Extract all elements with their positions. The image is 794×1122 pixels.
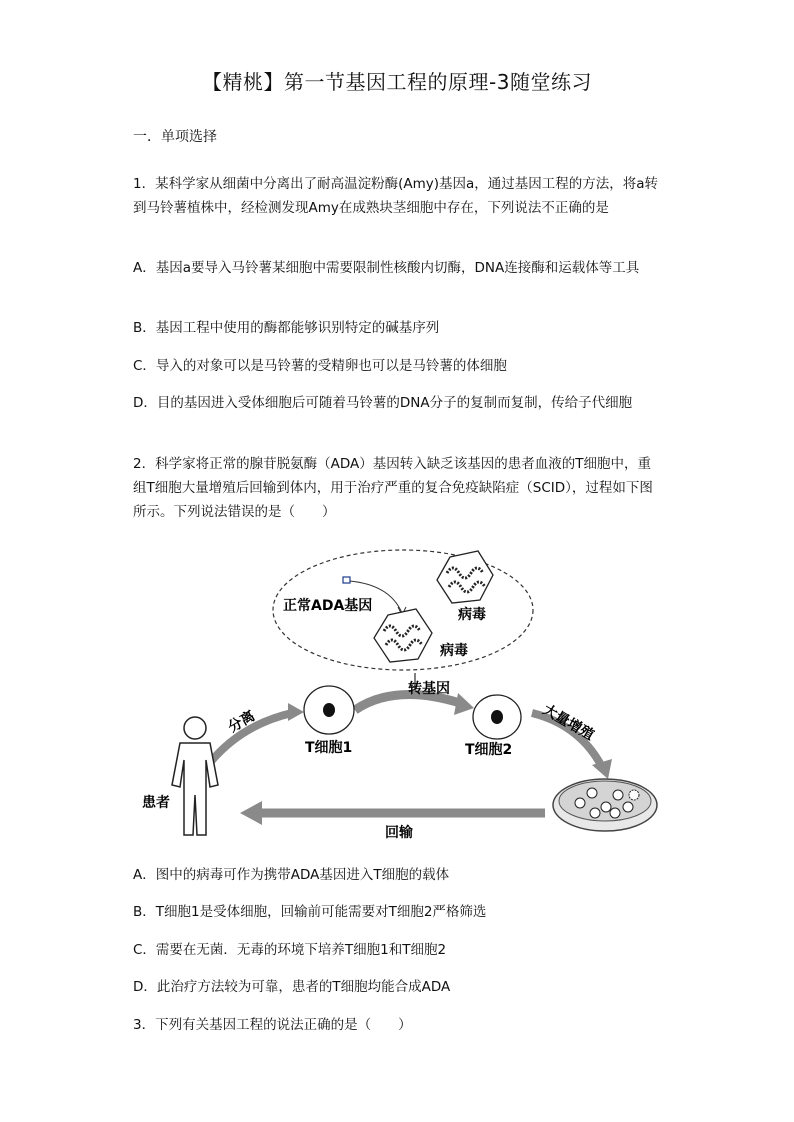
- q2-option-d: D．此治疗方法较为可靠，患者的T细胞均能合成ADA: [133, 979, 451, 995]
- diagram-svg: [140, 545, 660, 855]
- virus-icon-2: [374, 609, 432, 662]
- ada-gene-square: [343, 577, 350, 583]
- q1-option-a: A．基因a要导入马铃薯某细胞中需要限制性核酸内切酶，DNA连接酶和运载体等工具: [133, 260, 640, 276]
- q1-option-c: C．导入的对象可以是马铃薯的受精卵也可以是马铃薯的体细胞: [133, 358, 507, 374]
- q1-option-b: B．基因工程中使用的酶都能够识别特定的碱基序列: [133, 320, 440, 336]
- patient-label: 患者: [142, 795, 170, 811]
- culture-dish-icon: [553, 779, 657, 831]
- q2-option-b: B．T细胞1是受体细胞，回输前可能需要对T细胞2严格筛选: [133, 904, 487, 920]
- virus-label-2: 病毒: [440, 643, 468, 659]
- gene-label: 正常ADA基因: [283, 598, 373, 614]
- virus-icon-1: [437, 551, 493, 603]
- t-cell-1-nucleus: [323, 703, 335, 717]
- page-title: 【精桃】第一节基因工程的原理-3随堂练习: [202, 70, 592, 94]
- gene-therapy-diagram: [140, 545, 660, 855]
- q2-option-a: A．图中的病毒可作为携带ADA基因进入T细胞的载体: [133, 867, 450, 883]
- t-cell-1-label: T细胞1: [305, 740, 353, 756]
- virus-label-1: 病毒: [458, 607, 486, 623]
- section-heading: 一．单项选择: [133, 129, 217, 145]
- separate-label: 分离: [225, 708, 258, 736]
- q2-option-c: C．需要在无菌．无毒的环境下培养T细胞1和T细胞2: [133, 942, 447, 958]
- t-cell-2-nucleus: [491, 710, 503, 724]
- patient-figure-icon: [172, 717, 218, 835]
- proliferate-label: 大量增殖: [539, 701, 597, 744]
- return-label: 回输: [385, 825, 413, 841]
- q3-stem: 3．下列有关基因工程的说法正确的是（ ）: [133, 1017, 412, 1033]
- transfer-label: 转基因: [408, 681, 450, 697]
- q1-stem: 1．某科学家从细菌中分离出了耐高温淀粉酶(Amy)基因a，通过基因工程的方法，将a转到马铃薯植株中，经检测发现Amy在成熟块茎细胞中存在，下列说法不正确的是: [133, 176, 659, 216]
- q2-stem: 2．科学家将正常的腺苷脱氨酶（ADA）基因转入缺乏该基因的患者血液的T细胞中，重组T细胞大量增殖后回输到体内，用于治疗严重的复合免疫缺陷症（SCID），过程如下图所示。下列说法错误的是（ ）: [133, 456, 653, 520]
- t-cell-2-label: T细胞2: [465, 742, 513, 758]
- q1-option-d: D．目的基因进入受体细胞后可随着马铃薯的DNA分子的复制而复制，传给子代细胞: [133, 395, 633, 411]
